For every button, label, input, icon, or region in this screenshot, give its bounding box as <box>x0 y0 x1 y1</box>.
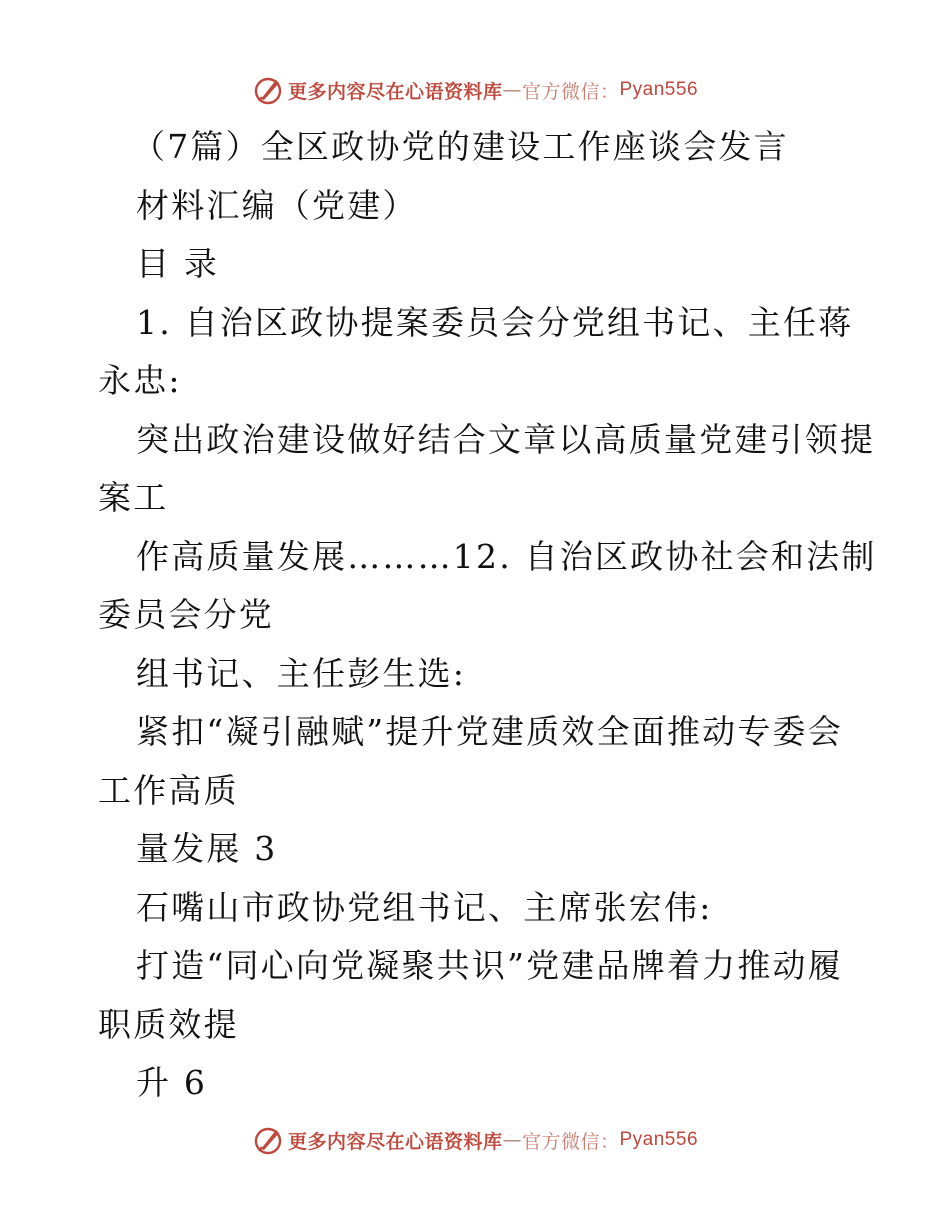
toc-heading: 目 录 <box>136 244 220 283</box>
toc-line: 永忠: <box>98 361 182 400</box>
document-subtitle: 材料汇编（党建） <box>136 185 418 225</box>
toc-line: 突出政治建设做好结合文章以高质量党建引领提 <box>136 419 876 459</box>
header-watermark <box>0 70 950 110</box>
toc-line: 打造“同心向党凝聚共识”党建品牌着力推动履 <box>136 946 843 985</box>
watermark-separator: — <box>502 79 522 101</box>
toc-line: 1. 自治区政协提案委员会分党组书记、主任蒋 <box>136 302 854 342</box>
toc-line: 量发展 3 <box>136 829 278 868</box>
feather-pen-logo-icon <box>252 1124 284 1156</box>
watermark-main-text: 更多内容尽在心语资料库 <box>287 1130 503 1153</box>
watermark-label: 官方微信： <box>521 80 620 103</box>
feather-pen-logo-icon <box>252 74 284 106</box>
toc-line: 组书记、主任彭生选: <box>136 653 467 693</box>
footer-watermark <box>0 1120 950 1160</box>
watermark-main-text: 更多内容尽在心语资料库 <box>287 80 503 103</box>
toc-line: 案工 <box>98 478 169 517</box>
toc-line: 升 6 <box>136 1063 208 1102</box>
toc-line: 石嘴山市政协党组书记、主席张宏伟: <box>136 887 713 927</box>
watermark-id: Pyan556 <box>619 79 699 100</box>
watermark-label: 官方微信： <box>521 1130 620 1153</box>
watermark-id: Pyan556 <box>619 1129 699 1150</box>
toc-line: 紧扣“凝引融赋”提升党建质效全面推动专委会 <box>136 712 843 751</box>
toc-line: 职质效提 <box>98 1004 239 1044</box>
toc-line: 作高质量发展………12. 自治区政协社会和法制 <box>136 536 877 576</box>
document-title: （7篇）全区政协党的建设工作座谈会发言 <box>132 127 789 166</box>
document-body <box>0 118 950 1113</box>
toc-line: 委员会分党 <box>98 595 274 634</box>
watermark-separator: — <box>502 1129 522 1151</box>
toc-line: 工作高质 <box>98 770 239 810</box>
